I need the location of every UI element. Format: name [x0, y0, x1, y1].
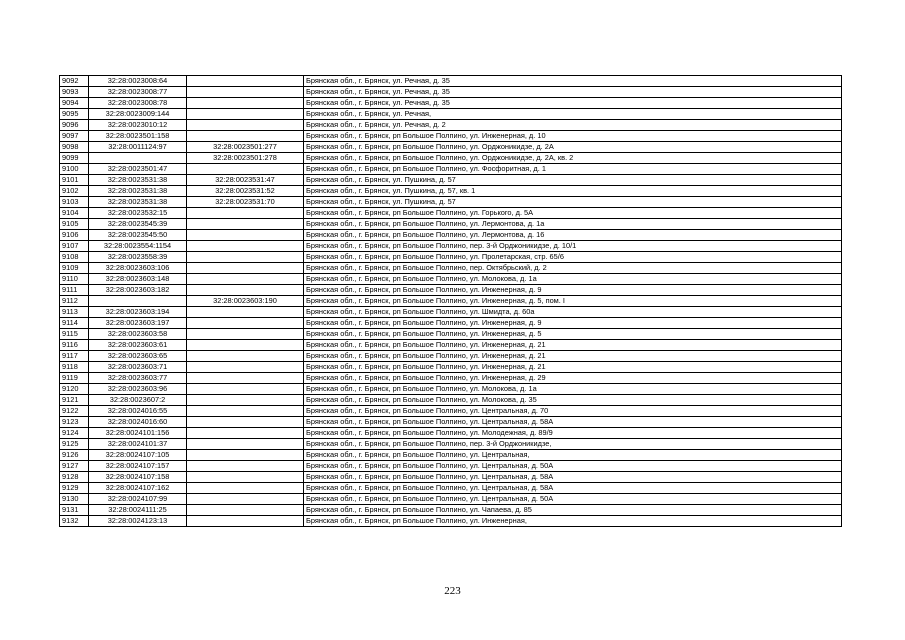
table-row: [60, 461, 842, 472]
table-row: [60, 131, 842, 142]
table-row: [60, 263, 842, 274]
table-row: [60, 252, 842, 263]
cadastral-number-cell: 32:28:0023008:77: [89, 87, 187, 98]
table-row: [60, 406, 842, 417]
table-row: [60, 120, 842, 131]
cadastral-number-cell: 32:28:0024107:158: [89, 472, 187, 483]
object-cadastral-number-cell: 32:28:0023501:277: [187, 142, 304, 153]
table-row: [60, 98, 842, 109]
address-cell: Брянская обл., г. Брянск, рп Большое Полпино, ул. Фосфоритная, д. 1: [304, 164, 842, 175]
object-cadastral-number-cell: [187, 406, 304, 417]
row-number-cell: 9112: [60, 296, 89, 307]
cadastral-number-cell: [89, 153, 187, 164]
object-cadastral-number-cell: [187, 483, 304, 494]
table-row: [60, 351, 842, 362]
row-number-cell: 9129: [60, 483, 89, 494]
address-cell: Брянская обл., г. Брянск, рп Большое Полпино, ул. Лермонтова, д. 16: [304, 230, 842, 241]
address-cell: Брянская обл., г. Брянск, рп Большое Полпино, ул. Молокова, д. 1а: [304, 384, 842, 395]
cadastral-number-cell: 32:28:0023531:38: [89, 175, 187, 186]
table-row: [60, 483, 842, 494]
row-number-cell: 9092: [60, 76, 89, 87]
row-number-cell: 9128: [60, 472, 89, 483]
registry-table-body: [60, 76, 842, 527]
table-row: [60, 472, 842, 483]
table-row: [60, 175, 842, 186]
address-cell: Брянская обл., г. Брянск, рп Большое Полпино, ул. Шмидта, д. 60а: [304, 307, 842, 318]
table-row: [60, 417, 842, 428]
table-row: [60, 450, 842, 461]
cadastral-number-cell: 32:28:0023603:148: [89, 274, 187, 285]
address-cell: Брянская обл., г. Брянск, рп Большое Полпино, ул. Молодежная, д. 89/9: [304, 428, 842, 439]
row-number-cell: 9096: [60, 120, 89, 131]
object-cadastral-number-cell: [187, 384, 304, 395]
row-number-cell: 9107: [60, 241, 89, 252]
cadastral-number-cell: 32:28:0023010:12: [89, 120, 187, 131]
address-cell: Брянская обл., г. Брянск, рп Большое Полпино, ул. Инженерная, д. 29: [304, 373, 842, 384]
row-number-cell: 9102: [60, 186, 89, 197]
cadastral-number-cell: 32:28:0023603:197: [89, 318, 187, 329]
row-number-cell: 9111: [60, 285, 89, 296]
address-cell: Брянская обл., г. Брянск, рп Большое Полпино, ул. Центральная, д. 58А: [304, 472, 842, 483]
row-number-cell: 9130: [60, 494, 89, 505]
table-row: [60, 505, 842, 516]
table-row: [60, 384, 842, 395]
address-cell: Брянская обл., г. Брянск, рп Большое Полпино, ул. Инженерная, д. 21: [304, 362, 842, 373]
cadastral-number-cell: 32:28:0023501:47: [89, 164, 187, 175]
cadastral-number-cell: 32:28:0024107:157: [89, 461, 187, 472]
object-cadastral-number-cell: [187, 98, 304, 109]
object-cadastral-number-cell: [187, 285, 304, 296]
table-row: [60, 494, 842, 505]
address-cell: Брянская обл., г. Брянск, ул. Пушкина, д. 57: [304, 175, 842, 186]
row-number-cell: 9118: [60, 362, 89, 373]
row-number-cell: 9106: [60, 230, 89, 241]
object-cadastral-number-cell: [187, 252, 304, 263]
cadastral-number-cell: 32:28:0024107:162: [89, 483, 187, 494]
table-row: [60, 274, 842, 285]
row-number-cell: 9125: [60, 439, 89, 450]
cadastral-number-cell: 32:28:0023603:77: [89, 373, 187, 384]
cadastral-number-cell: 32:28:0024107:105: [89, 450, 187, 461]
address-cell: Брянская обл., г. Брянск, рп Большое Полпино, ул. Инженерная, д. 21: [304, 340, 842, 351]
cadastral-number-cell: 32:28:0024123:13: [89, 516, 187, 527]
table-row: [60, 329, 842, 340]
object-cadastral-number-cell: [187, 120, 304, 131]
table-row: [60, 307, 842, 318]
row-number-cell: 9114: [60, 318, 89, 329]
row-number-cell: 9103: [60, 197, 89, 208]
object-cadastral-number-cell: [187, 318, 304, 329]
address-cell: Брянская обл., г. Брянск, рп Большое Полпино, ул. Орджоникидзе, д. 2А, кв. 2: [304, 153, 842, 164]
row-number-cell: 9121: [60, 395, 89, 406]
table-row: [60, 395, 842, 406]
table-row: [60, 164, 842, 175]
cadastral-number-cell: 32:28:0011124:97: [89, 142, 187, 153]
row-number-cell: 9110: [60, 274, 89, 285]
object-cadastral-number-cell: 32:28:0023531:52: [187, 186, 304, 197]
object-cadastral-number-cell: [187, 87, 304, 98]
cadastral-number-cell: 32:28:0024107:99: [89, 494, 187, 505]
table-row: [60, 241, 842, 252]
address-cell: Брянская обл., г. Брянск, ул. Речная, д. 35: [304, 87, 842, 98]
cadastral-number-cell: 32:28:0023603:106: [89, 263, 187, 274]
object-cadastral-number-cell: [187, 230, 304, 241]
table-row: [60, 285, 842, 296]
table-row: [60, 186, 842, 197]
table-row: [60, 230, 842, 241]
row-number-cell: 9097: [60, 131, 89, 142]
cadastral-number-cell: 32:28:0023501:158: [89, 131, 187, 142]
address-cell: Брянская обл., г. Брянск, рп Большое Полпино, ул. Орджоникидзе, д. 2А: [304, 142, 842, 153]
address-cell: Брянская обл., г. Брянск, рп Большое Полпино, ул. Инженерная, д. 10: [304, 131, 842, 142]
address-cell: Брянская обл., г. Брянск, рп Большое Полпино, ул. Центральная,: [304, 450, 842, 461]
row-number-cell: 9117: [60, 351, 89, 362]
object-cadastral-number-cell: [187, 450, 304, 461]
address-cell: Брянская обл., г. Брянск, рп Большое Полпино, ул. Пролетарская, стр. 65/6: [304, 252, 842, 263]
object-cadastral-number-cell: [187, 373, 304, 384]
row-number-cell: 9119: [60, 373, 89, 384]
cadastral-number-cell: 32:28:0023545:39: [89, 219, 187, 230]
object-cadastral-number-cell: [187, 131, 304, 142]
address-cell: Брянская обл., г. Брянск, рп Большое Полпино, ул. Инженерная,: [304, 516, 842, 527]
table-row: [60, 318, 842, 329]
object-cadastral-number-cell: [187, 472, 304, 483]
object-cadastral-number-cell: [187, 461, 304, 472]
row-number-cell: 9108: [60, 252, 89, 263]
row-number-cell: 9131: [60, 505, 89, 516]
object-cadastral-number-cell: [187, 428, 304, 439]
cadastral-number-cell: 32:28:0023531:38: [89, 186, 187, 197]
cadastral-number-cell: 32:28:0023554:1154: [89, 241, 187, 252]
row-number-cell: 9093: [60, 87, 89, 98]
cadastral-number-cell: 32:28:0024016:55: [89, 406, 187, 417]
object-cadastral-number-cell: [187, 505, 304, 516]
address-cell: Брянская обл., г. Брянск, рп Большое Полпино, ул. Центральная, д. 50А: [304, 461, 842, 472]
table-row: [60, 340, 842, 351]
row-number-cell: 9124: [60, 428, 89, 439]
address-cell: Брянская обл., г. Брянск, ул. Пушкина, д. 57, кв. 1: [304, 186, 842, 197]
row-number-cell: 9132: [60, 516, 89, 527]
cadastral-number-cell: 32:28:0024101:37: [89, 439, 187, 450]
address-cell: Брянская обл., г. Брянск, рп Большое Полпино, ул. Инженерная, д. 9: [304, 318, 842, 329]
object-cadastral-number-cell: [187, 307, 304, 318]
registry-table: [59, 75, 842, 527]
object-cadastral-number-cell: [187, 351, 304, 362]
address-cell: Брянская обл., г. Брянск, ул. Пушкина, д. 57: [304, 197, 842, 208]
cadastral-number-cell: 32:28:0023558:39: [89, 252, 187, 263]
address-cell: Брянская обл., г. Брянск, рп Большое Полпино, ул. Центральная, д. 58А: [304, 417, 842, 428]
row-number-cell: 9101: [60, 175, 89, 186]
cadastral-number-cell: 32:28:0023008:78: [89, 98, 187, 109]
object-cadastral-number-cell: [187, 208, 304, 219]
object-cadastral-number-cell: [187, 109, 304, 120]
object-cadastral-number-cell: [187, 395, 304, 406]
table-row: [60, 516, 842, 527]
cadastral-number-cell: 32:28:0024016:60: [89, 417, 187, 428]
address-cell: Брянская обл., г. Брянск, рп Большое Полпино, ул. Центральная, д. 58А: [304, 483, 842, 494]
table-row: [60, 142, 842, 153]
row-number-cell: 9095: [60, 109, 89, 120]
row-number-cell: 9120: [60, 384, 89, 395]
address-cell: Брянская обл., г. Брянск, ул. Речная, д. 35: [304, 98, 842, 109]
cadastral-number-cell: 32:28:0023532:15: [89, 208, 187, 219]
table-row: [60, 296, 842, 307]
table-row: [60, 219, 842, 230]
row-number-cell: 9127: [60, 461, 89, 472]
object-cadastral-number-cell: [187, 439, 304, 450]
table-row: [60, 153, 842, 164]
address-cell: Брянская обл., г. Брянск, рп Большое Полпино, ул. Горького, д. 5А: [304, 208, 842, 219]
page-number: 223: [444, 585, 461, 597]
cadastral-number-cell: 32:28:0023603:71: [89, 362, 187, 373]
table-row: [60, 208, 842, 219]
address-cell: Брянская обл., г. Брянск, рп Большое Полпино, ул. Молокова, д. 1а: [304, 274, 842, 285]
address-cell: Брянская обл., г. Брянск, рп Большое Полпино, ул. Чапаева, д. 85: [304, 505, 842, 516]
cadastral-number-cell: 32:28:0023531:38: [89, 197, 187, 208]
row-number-cell: 9115: [60, 329, 89, 340]
cadastral-number-cell: 32:28:0023603:65: [89, 351, 187, 362]
row-number-cell: 9116: [60, 340, 89, 351]
row-number-cell: 9122: [60, 406, 89, 417]
table-row: [60, 362, 842, 373]
cadastral-number-cell: 32:28:0023607:2: [89, 395, 187, 406]
object-cadastral-number-cell: [187, 494, 304, 505]
cadastral-number-cell: 32:28:0023603:96: [89, 384, 187, 395]
object-cadastral-number-cell: [187, 274, 304, 285]
address-cell: Брянская обл., г. Брянск, ул. Речная, д. 35: [304, 76, 842, 87]
row-number-cell: 9113: [60, 307, 89, 318]
row-number-cell: 9123: [60, 417, 89, 428]
object-cadastral-number-cell: [187, 219, 304, 230]
cadastral-number-cell: 32:28:0024101:156: [89, 428, 187, 439]
cadastral-number-cell: 32:28:0023009:144: [89, 109, 187, 120]
table-row: [60, 76, 842, 87]
address-cell: Брянская обл., г. Брянск, рп Большое Полпино, ул. Молокова, д. 35: [304, 395, 842, 406]
object-cadastral-number-cell: [187, 241, 304, 252]
cadastral-number-cell: 32:28:0023545:50: [89, 230, 187, 241]
row-number-cell: 9100: [60, 164, 89, 175]
address-cell: Брянская обл., г. Брянск, рп Большое Полпино, пер. 3-й Орджоникидзе,: [304, 439, 842, 450]
cadastral-number-cell: 32:28:0023603:61: [89, 340, 187, 351]
row-number-cell: 9094: [60, 98, 89, 109]
row-number-cell: 9099: [60, 153, 89, 164]
cadastral-number-cell: [89, 296, 187, 307]
address-cell: Брянская обл., г. Брянск, рп Большое Полпино, ул. Инженерная, д. 9: [304, 285, 842, 296]
cadastral-number-cell: 32:28:0023603:58: [89, 329, 187, 340]
object-cadastral-number-cell: [187, 362, 304, 373]
address-cell: Брянская обл., г. Брянск, рп Большое Полпино, ул. Центральная, д. 50А: [304, 494, 842, 505]
row-number-cell: 9104: [60, 208, 89, 219]
table-row: [60, 197, 842, 208]
table-row: [60, 373, 842, 384]
address-cell: Брянская обл., г. Брянск, рп Большое Полпино, ул. Инженерная, д. 21: [304, 351, 842, 362]
address-cell: Брянская обл., г. Брянск, рп Большое Полпино, пер. Октябрьский, д. 2: [304, 263, 842, 274]
table-row: [60, 428, 842, 439]
address-cell: Брянская обл., г. Брянск, ул. Речная,: [304, 109, 842, 120]
table-row: [60, 109, 842, 120]
object-cadastral-number-cell: 32:28:0023531:70: [187, 197, 304, 208]
object-cadastral-number-cell: [187, 340, 304, 351]
object-cadastral-number-cell: 32:28:0023501:278: [187, 153, 304, 164]
address-cell: Брянская обл., г. Брянск, ул. Речная, д. 2: [304, 120, 842, 131]
object-cadastral-number-cell: [187, 164, 304, 175]
row-number-cell: 9109: [60, 263, 89, 274]
object-cadastral-number-cell: [187, 516, 304, 527]
cadastral-number-cell: 32:28:0023008:64: [89, 76, 187, 87]
address-cell: Брянская обл., г. Брянск, рп Большое Полпино, пер. 3-й Орджоникидзе, д. 10/1: [304, 241, 842, 252]
address-cell: Брянская обл., г. Брянск, рп Большое Полпино, ул. Центральная, д. 70: [304, 406, 842, 417]
row-number-cell: 9105: [60, 219, 89, 230]
object-cadastral-number-cell: [187, 263, 304, 274]
address-cell: Брянская обл., г. Брянск, рп Большое Полпино, ул. Инженерная, д. 5: [304, 329, 842, 340]
table-row: [60, 87, 842, 98]
cadastral-number-cell: 32:28:0023603:194: [89, 307, 187, 318]
object-cadastral-number-cell: [187, 329, 304, 340]
row-number-cell: 9098: [60, 142, 89, 153]
object-cadastral-number-cell: [187, 76, 304, 87]
address-cell: Брянская обл., г. Брянск, рп Большое Полпино, ул. Лермонтова, д. 1а: [304, 219, 842, 230]
table-row: [60, 439, 842, 450]
object-cadastral-number-cell: [187, 417, 304, 428]
address-cell: Брянская обл., г. Брянск, рп Большое Полпино, ул. Инженерная, д. 5, пом. I: [304, 296, 842, 307]
object-cadastral-number-cell: 32:28:0023603:190: [187, 296, 304, 307]
cadastral-number-cell: 32:28:0023603:182: [89, 285, 187, 296]
row-number-cell: 9126: [60, 450, 89, 461]
object-cadastral-number-cell: 32:28:0023531:47: [187, 175, 304, 186]
cadastral-number-cell: 32:28:0024111:25: [89, 505, 187, 516]
